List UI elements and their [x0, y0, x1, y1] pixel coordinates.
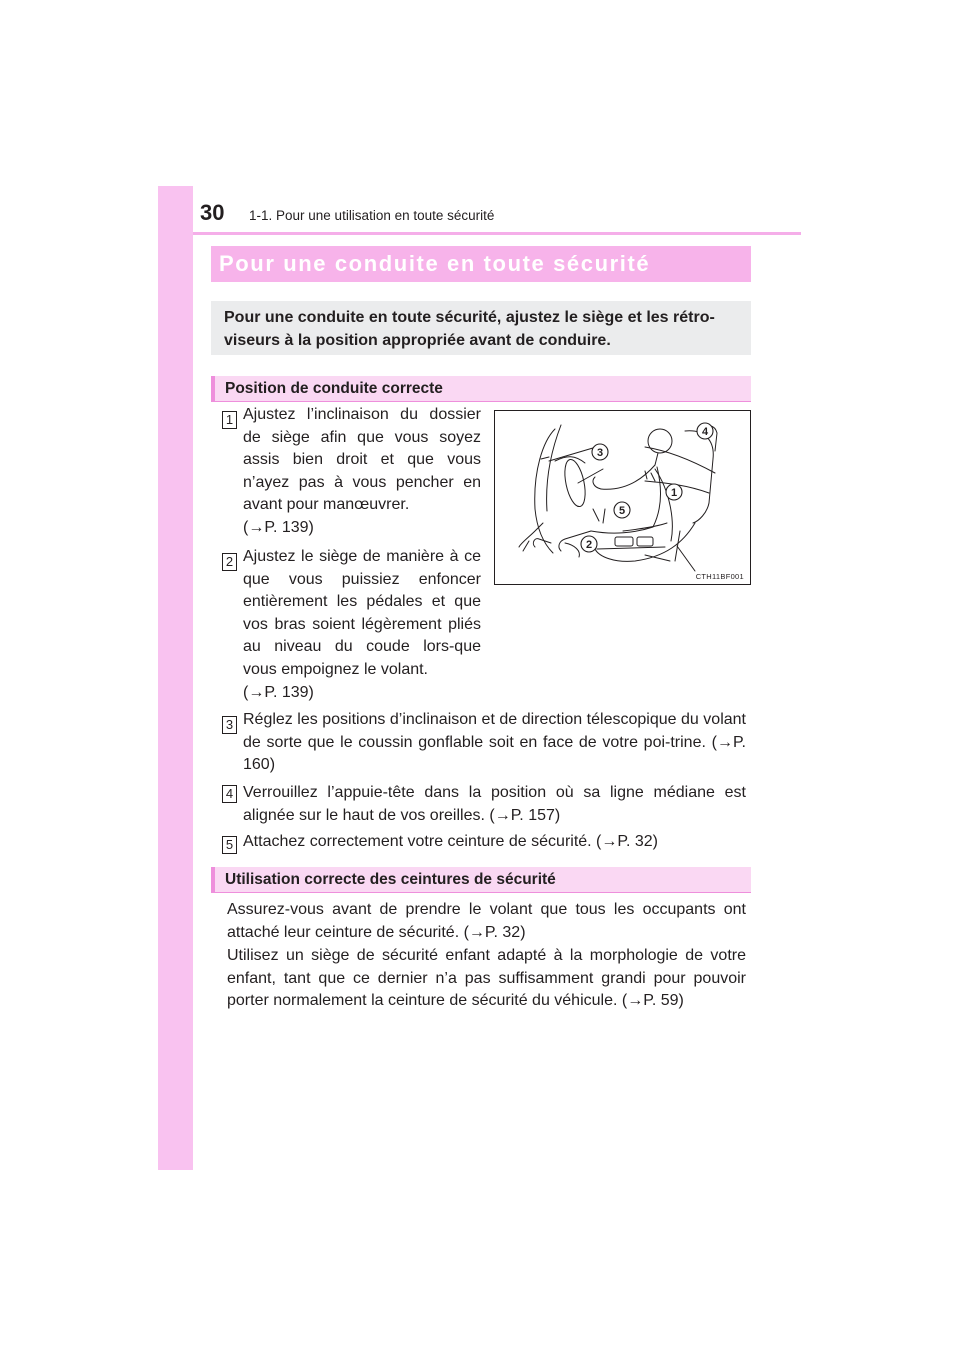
item-number-3: 3 [222, 716, 237, 734]
item-2-text: Ajustez le siège de manière à ce que vous puissiez enfoncer entièrement les pédales et que vos bras soient légèrement pliés au niveau du coude lors-que vous empoignez le volant. [243, 548, 481, 678]
page-number: 30 [200, 200, 225, 225]
header-rule [193, 232, 801, 235]
item-1 [243, 404, 481, 540]
callout-3: 3 [596, 447, 604, 459]
section-heading-position: Position de conduite correcte [211, 376, 751, 402]
callout-2: 2 [585, 539, 593, 551]
item-5-text: Attachez correctement votre ceinture de sécurité. (→P. 32) [243, 833, 659, 850]
item-1-text: Ajustez l’inclinaison du dossier de siège afin que vous soyez assis bien droit et que vous n’ayez pas à vous pencher en avant pour manœuvrer. [243, 406, 481, 514]
item-3-text: Réglez les positions d’inclinaison et de direction télescopique du volant de sorte que le coussin gonflable soit en face de votre poi-trine. (→P. 160) [243, 711, 746, 774]
figure-code: CTH11BF001 [695, 572, 744, 581]
intro-box: Pour une conduite en toute sécurité, ajustez le siège et les rétro-viseurs à la position appropriée avant de conduire. [211, 301, 751, 355]
section-heading-belts: Utilisation correcte des ceintures de sécurité [211, 867, 751, 893]
page-title: Pour une conduite en toute sécurité [219, 251, 651, 276]
callout-4: 4 [701, 426, 709, 438]
driving-position-illustration [495, 411, 750, 584]
item-number-4: 4 [222, 785, 237, 803]
page-title-bar [211, 246, 751, 282]
belts-paragraph-2: Utilisez un siège de sécurité enfant adapté à la morphologie de votre enfant, tant que ce dernier n’a pas suffisamment grandi pour pouvoir porter normalement la ceinture de sécurité du véhicule. (→P. 59) [227, 947, 746, 1010]
callout-1: 1 [670, 487, 678, 499]
item-number-2: 2 [222, 553, 237, 571]
item-4-text: Verrouillez l’appuie-tête dans la position où sa ligne médiane est alignée sur le haut de vos oreilles. (→P. 157) [243, 784, 746, 824]
item-number-1: 1 [222, 411, 237, 429]
item-1-ref: (→P. 139) [243, 518, 314, 536]
callout-5: 5 [618, 505, 626, 517]
chapter-sidebar-tab [158, 186, 193, 1170]
belts-paragraph-1: Assurez-vous avant de prendre le volant que tous les occupants ont attaché leur ceinture de sécurité. (→P. 32) [227, 901, 746, 941]
driving-position-figure [494, 410, 751, 585]
running-head: 1-1. Pour une utilisation en toute sécurité [249, 208, 495, 223]
item-2-ref: (→P. 139) [243, 683, 314, 701]
item-2 [243, 546, 481, 704]
item-number-5: 5 [222, 836, 237, 854]
